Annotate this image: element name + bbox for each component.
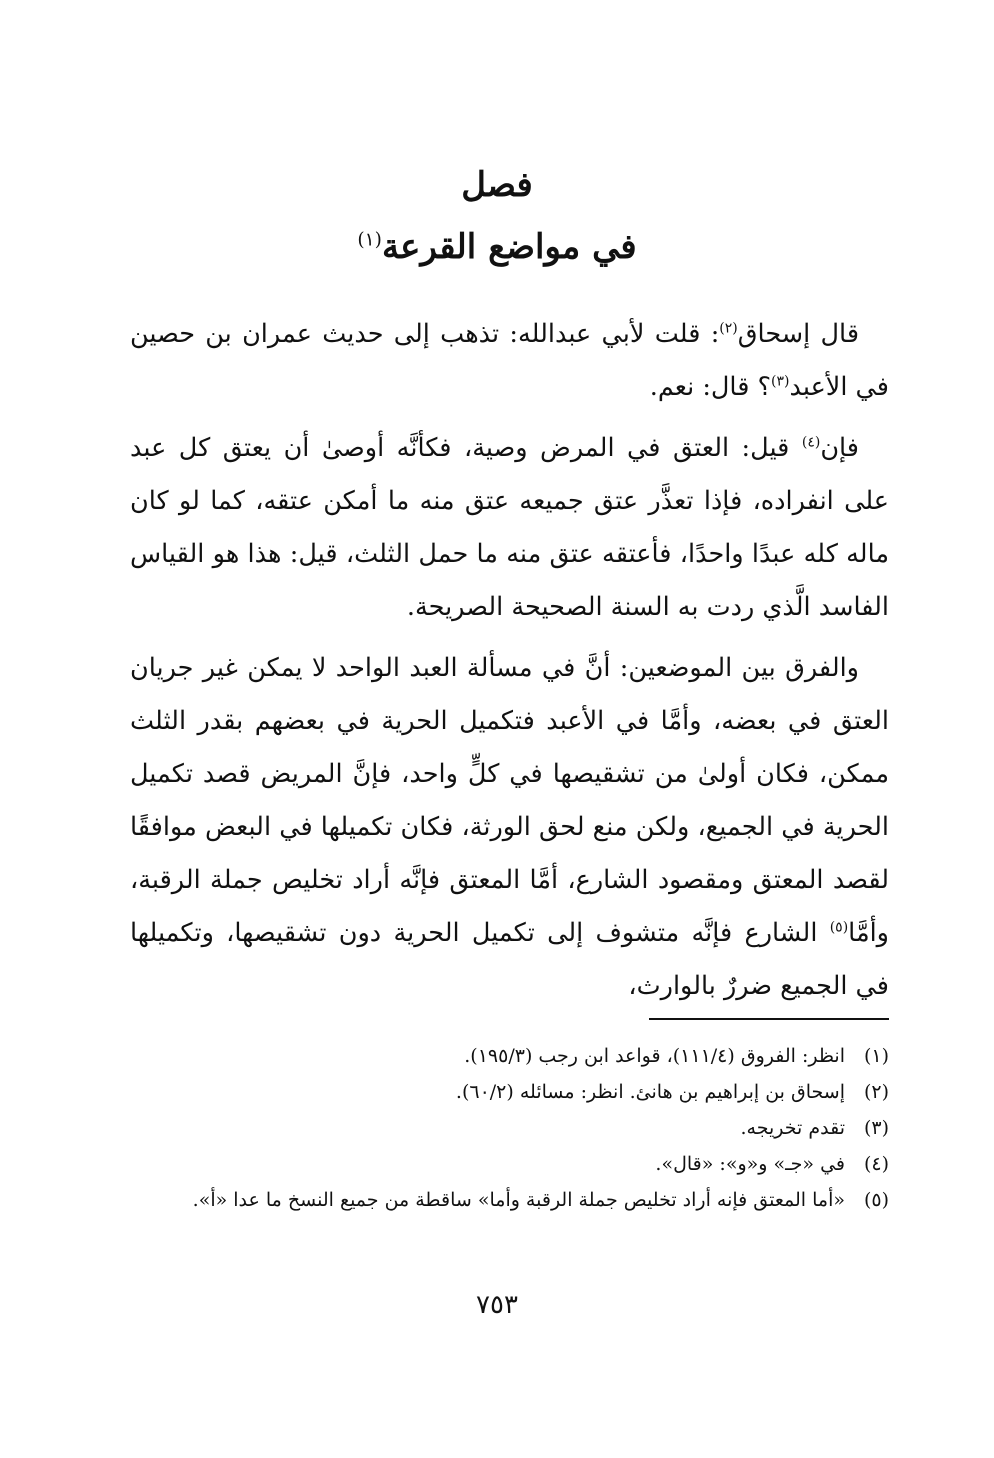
footnote-text: إسحاق بن إبراهيم بن هانئ. انظر: مسائله (٦٠/٢). xyxy=(455,1081,845,1103)
footnote-ref[interactable]: (١) xyxy=(357,229,382,251)
footnote-text: «أما المعتق فإنه أراد تخليص جملة الرقبة وأما» ساقطة من جميع النسخ ما عدا «أ». xyxy=(192,1189,845,1211)
footnote-text: في «جـ» و«و»: «قال». xyxy=(655,1153,845,1175)
footnote-divider xyxy=(649,1018,889,1020)
footnote-ref[interactable]: (٢) xyxy=(719,320,738,337)
paragraph: والفرق بين الموضعين: أنَّ في مسألة العبد الواحد لا يمكن غير جريان العتق في بعضه، وأمَّا في الأعبد فتكميل الحرية في بعضهم بقدر الثلث ممكن، فكان أولىٰ من تشقيصها في كلٍّ واحد، فإنَّ المريض قصد تكميل الحرية في الجميع، ولكن منع لحق الورثة، فكان تكميلها في البعض موافقًا لقصد المعتق ومقصود الشارع، أمَّا المعتق فإنَّه أراد تخليص جملة الرقبة، وأمَّا$^{(٥)}$ الشارع فإنَّه متشوف إلى تكميل الحرية دون تشقيصها، وتكميلها في الجميع ضررٌ بالوارث، xyxy=(130,653,889,1001)
footnotes xyxy=(130,1038,889,1218)
footnote-number: (١) xyxy=(863,1045,889,1067)
footnote-number: (٢) xyxy=(863,1081,889,1103)
footnote xyxy=(130,1146,889,1182)
section-subtitle-text: في مواضع القرعة xyxy=(381,227,637,267)
section-title xyxy=(0,165,994,205)
section-title-text: فصل xyxy=(461,165,533,205)
footnote-ref[interactable]: (٣) xyxy=(771,373,790,390)
paragraph: فإن$^{(٤)}$ قيل: العتق في المرض وصية، فكأنَّه أوصىٰ أن يعتق كل عبد على انفراده، فإذا تعذَّر عتق جميعه عتق منه ما أمكن عتقه، كما لو كان ماله كله عبدًا واحدًا، فأعتقه عتق منه ما حمل الثلث، قيل: هذا هو القياس الفاسد الَّذي ردت به السنة الصحيحة الصريحة. xyxy=(130,433,889,622)
section-subtitle xyxy=(0,227,994,267)
footnote xyxy=(130,1182,889,1218)
footnote-number: (٥) xyxy=(863,1189,889,1211)
footnote xyxy=(130,1074,889,1110)
footnote-text: انظر: الفروق (١١١/٤)، قواعد ابن رجب (١٩٥/٣). xyxy=(464,1045,845,1067)
footnote-number: (٣) xyxy=(863,1117,889,1139)
footnote-ref[interactable]: (٥) xyxy=(829,919,849,936)
footnote-number: (٤) xyxy=(863,1153,889,1175)
main-text xyxy=(130,308,889,1021)
footnote-ref[interactable]: (٤) xyxy=(801,434,821,451)
paragraph: قال إسحاق$^{(٢)}$: قلت لأبي عبدالله: تذهب إلى حديث عمران بن حصين في الأعبد$^{(٣)}$؟ قال: نعم. xyxy=(130,319,889,402)
footnote-text: تقدم تخريجه. xyxy=(740,1117,845,1139)
footnote xyxy=(130,1038,889,1074)
page-number: ٧٥٣ xyxy=(476,1290,518,1320)
footnote xyxy=(130,1110,889,1146)
